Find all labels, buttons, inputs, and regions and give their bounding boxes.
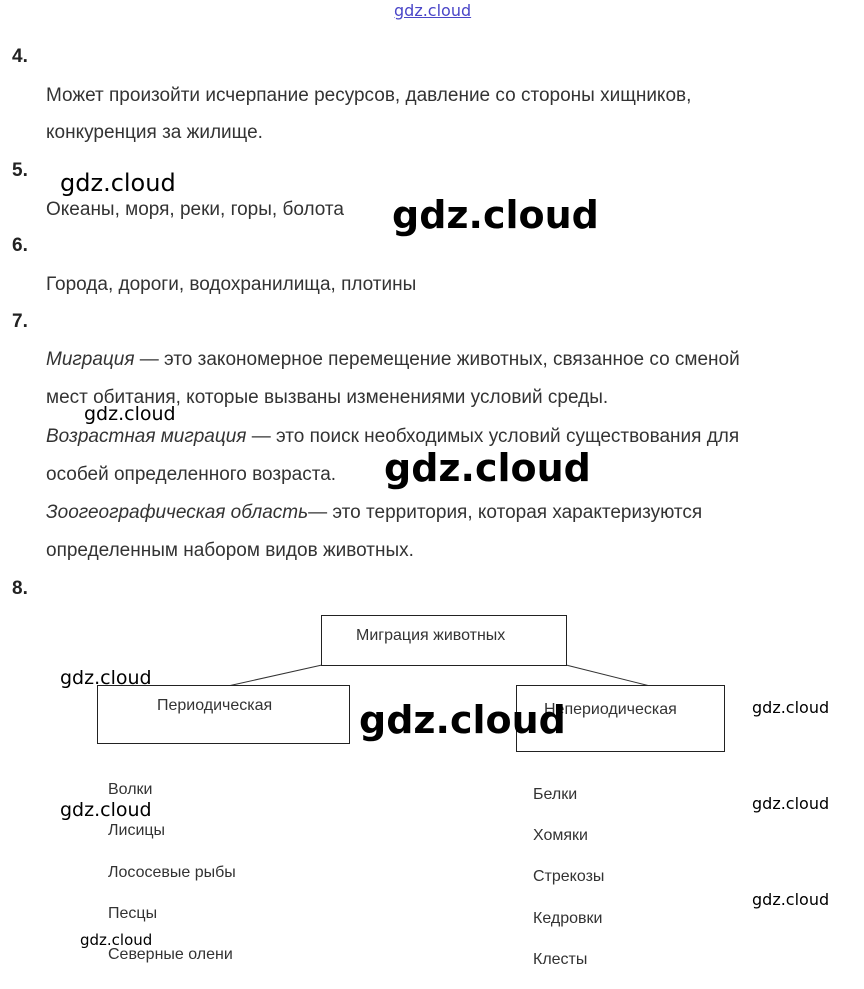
diagram-root-label: Миграция животных [356,627,506,644]
connector-left [228,665,322,686]
right-item: Кедровки [533,910,603,927]
term-age-migration: Возрастная миграция [46,426,247,447]
definition-age-migration-line1: Возрастная миграция — это поиск необходимых условий существования для [46,426,740,447]
definition-migration-line2: мест обитания, которые вызваны изменениями условий среды. [46,387,609,408]
watermark: gdz.cloud [60,799,152,821]
connector-right [566,665,650,686]
definition-zoogeographic-area-line2: определенным набором видов животных. [46,540,414,561]
question-number-4: 4. [12,46,28,67]
left-item: Волки [108,781,153,798]
diagram-right-label: Непериодическая [544,701,677,718]
watermark: gdz.cloud [60,667,152,689]
left-item: Лососевые рыбы [108,864,236,881]
watermark: gdz.cloud [394,1,472,20]
question-number-8: 8. [12,578,28,599]
watermark: gdz.cloud [384,446,591,490]
term-migration: Миграция [46,349,135,370]
right-item: Стрекозы [533,868,605,885]
left-item: Песцы [108,905,158,922]
term-zoogeographic-area: Зоогеографическая область [46,502,309,523]
answer-6: Города, дороги, водохранилища, плотины [46,274,417,295]
right-item: Хомяки [533,827,588,844]
definition-migration-line1: Миграция — это закономерное перемещение животных, связанное со сменой [46,349,740,370]
watermark: gdz.cloud [359,698,566,742]
watermark: gdz.cloud [80,931,153,949]
definition-age-migration-line2: особей определенного возраста. [46,464,337,485]
right-item: Клесты [533,951,588,968]
watermark: gdz.cloud [752,890,830,909]
watermark: gdz.cloud [84,403,176,425]
answer-5: Океаны, моря, реки, горы, болота [46,199,344,220]
left-item: Северные олени [108,946,233,963]
question-number-5: 5. [12,160,28,181]
right-item: Белки [533,786,578,803]
watermark: gdz.cloud [752,794,830,813]
watermark: gdz.cloud [60,169,176,197]
left-item: Лисицы [108,822,166,839]
question-number-7: 7. [12,311,28,332]
definition-zoogeographic-area-line1: Зоогеографическая область— это территория, которая характеризуются [46,502,703,523]
watermark: gdz.cloud [752,698,830,717]
question-number-6: 6. [12,235,28,256]
watermark: gdz.cloud [392,193,599,237]
answer-4-line2: конкуренция за жилище. [46,122,263,143]
diagram-left-label: Периодическая [157,697,273,714]
answer-4-line1: Может произойти исчерпание ресурсов, давление со стороны хищников, [46,85,692,106]
